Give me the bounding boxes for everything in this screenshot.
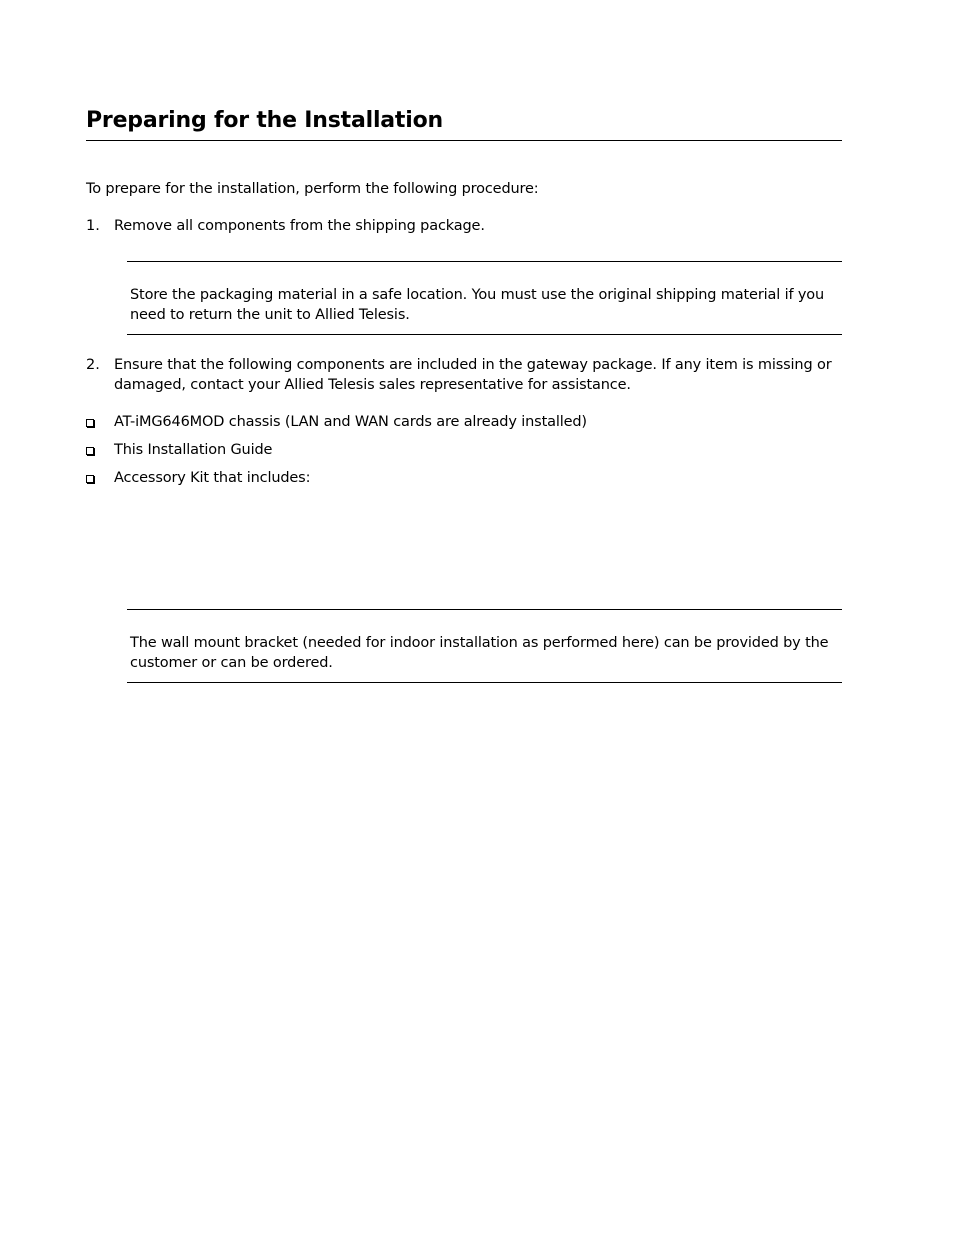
step-2-text: Ensure that the following components are included in the gateway package. If any item is missing or damaged, contact your Allied Telesis sales representative for assistance.	[114, 357, 832, 393]
step-1-text: Remove all components from the shipping package.	[114, 218, 485, 234]
checklist-item-accessory-kit: Accessory Kit that includes:	[114, 470, 311, 486]
note-2-top-rule	[127, 609, 842, 610]
page-title: Preparing for the Installation	[86, 108, 443, 133]
step-1-number: 1.	[86, 218, 100, 234]
checklist-item-chassis: AT-iMG646MOD chassis (LAN and WAN cards are already installed)	[114, 414, 587, 430]
title-divider	[86, 140, 842, 141]
note-1-bottom-rule	[127, 334, 842, 335]
note-1-text: Store the packaging material in a safe location. You must use the original shipping material if you need to return the unit to Allied Telesis.	[130, 287, 825, 323]
note-1-top-rule	[127, 261, 842, 262]
step-2-number: 2.	[86, 357, 100, 373]
checkbox-icon	[86, 447, 94, 455]
checkbox-icon	[86, 475, 94, 483]
checklist-item-guide: This Installation Guide	[114, 442, 273, 458]
intro-text: To prepare for the installation, perform the following procedure:	[86, 181, 539, 197]
checkbox-icon	[86, 419, 94, 427]
note-2-text: The wall mount bracket (needed for indoor installation as performed here) can be provided by the customer or can be ordered.	[130, 635, 829, 671]
note-2-bottom-rule	[127, 682, 842, 683]
